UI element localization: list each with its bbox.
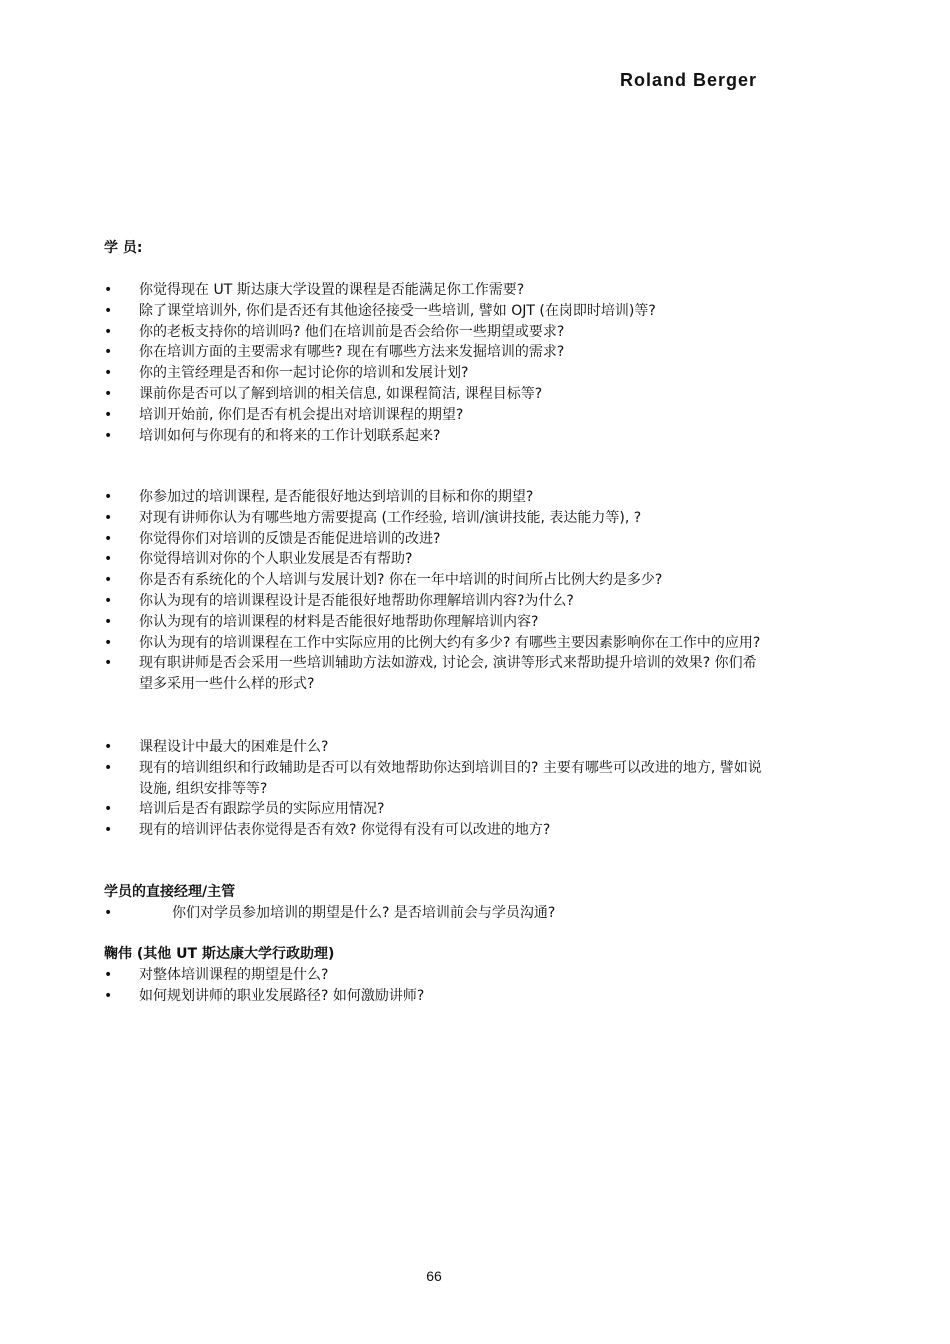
bullet-icon: • (104, 509, 113, 526)
list-item: • 你在培训方面的主要需求有哪些? 现在有哪些方法来发掘培训的需求? (104, 342, 769, 363)
list-item: • 你认为现有的培训课程在工作中实际应用的比例大约有多少? 有哪些主要因素影响你在工作中的应用? (104, 633, 769, 654)
list-item: • 你的老板支持你的培训吗? 他们在培训前是否会给你一些期望或要求? (104, 322, 769, 343)
admin-question-list (104, 965, 769, 1007)
list-item: • 你觉得培训对你的个人职业发展是否有帮助? (104, 549, 769, 570)
bullet-icon: • (104, 572, 113, 589)
bullet-icon: • (104, 489, 113, 505)
list-item: • 培训如何与你现有的和将来的工作计划联系起来? (104, 426, 769, 447)
list-item: • 你觉得你们对培训的反馈是否能促进培训的改进? (104, 529, 769, 550)
bullet-icon: • (104, 551, 113, 568)
bullet-icon: • (104, 406, 113, 423)
bullet-icon: • (104, 967, 113, 983)
trainee-question-list-2 (104, 487, 769, 695)
list-item: • 现有的培训评估表你觉得是否有效? 你觉得有没有可以改进的地方? (104, 820, 769, 841)
bullet-icon: • (104, 613, 113, 630)
list-item: • 培训开始前, 你们是否有机会提出对培训课程的期望? (104, 405, 769, 426)
list-item: • 培训后是否有跟踪学员的实际应用情况? (104, 799, 769, 820)
logo-text: Roland Berger (620, 70, 758, 90)
bullet-icon: • (104, 987, 113, 1004)
list-item: • 课程设计中最大的困难是什么? (104, 737, 769, 758)
list-item: • 你们对学员参加培训的期望是什么? 是否培训前会与学员沟通? (104, 903, 769, 924)
list-item: • 如何规划讲师的职业发展路径? 如何激励讲师? (104, 986, 769, 1007)
list-item: • 课前你是否可以了解到培训的相关信息, 如课程简洁, 课程目标等? (104, 384, 769, 405)
bullet-icon: • (104, 759, 113, 776)
bullet-icon: • (104, 634, 113, 651)
bullet-icon: • (104, 739, 113, 755)
bullet-icon: • (104, 530, 113, 547)
page-number: 66 (426, 1268, 442, 1284)
list-item: • 你认为现有的培训课程的材料是否能很好地帮助你理解培训内容? (104, 612, 769, 633)
section-heading-admin-assistant: 鞠伟 (其他 UT 斯达康大学行政助理) (104, 946, 335, 962)
bullet-icon: • (104, 282, 113, 298)
list-item: • 对现有讲师你认为有哪些地方需要提高 (工作经验, 培训/演讲技能, 表达能力等), ? (104, 508, 769, 529)
bullet-icon: • (104, 385, 113, 402)
trainee-question-list-1 (104, 280, 769, 446)
bullet-icon: • (104, 365, 113, 382)
bullet-icon: • (104, 905, 113, 921)
list-item: • 你参加过的培训课程, 是否能很好地达到培训的目标和你的期望? (104, 487, 769, 508)
trainee-question-list-3 (104, 737, 769, 841)
bullet-icon: • (104, 655, 113, 672)
bullet-icon: • (104, 344, 113, 361)
list-item: • 你的主管经理是否和你一起讨论你的培训和发展计划? (104, 363, 769, 384)
bullet-icon: • (104, 592, 113, 609)
roland-berger-logo (620, 64, 770, 90)
list-item: • 除了课堂培训外, 你们是否还有其他途径接受一些培训, 譬如 OJT (在岗即时培训)等? (104, 301, 769, 322)
bullet-icon: • (104, 427, 113, 444)
list-item: • 现有的培训组织和行政辅助是否可以有效地帮助你达到培训目的? 主要有哪些可以改进的地方, 譬如说设施, 组织安排等等? (104, 759, 762, 797)
bullet-icon: • (104, 822, 113, 839)
list-item: • 你是否有系统化的个人培训与发展计划? 你在一年中培训的时间所占比例大约是多少? (104, 570, 769, 591)
bullet-icon: • (104, 302, 113, 319)
list-item: • 对整体培训课程的期望是什么? (104, 965, 769, 986)
section-heading-managers: 学员的直接经理/主管 (104, 884, 236, 900)
list-item: • 现有职讲师是否会采用一些培训辅助方法如游戏, 讨论会, 演讲等形式来帮助提升培训的效果? 你们希望多采用一些什么样的形式? (104, 655, 757, 693)
list-item: • 你认为现有的培训课程设计是否能很好地帮助你理解培训内容?为什么? (104, 591, 769, 612)
bullet-icon: • (104, 801, 113, 818)
manager-question-list (104, 903, 769, 924)
list-item: • 你觉得现在 UT 斯达康大学设置的课程是否能满足你工作需要? (104, 280, 769, 301)
section-heading-trainees: 学 员: (104, 240, 143, 256)
bullet-icon: • (104, 323, 113, 340)
